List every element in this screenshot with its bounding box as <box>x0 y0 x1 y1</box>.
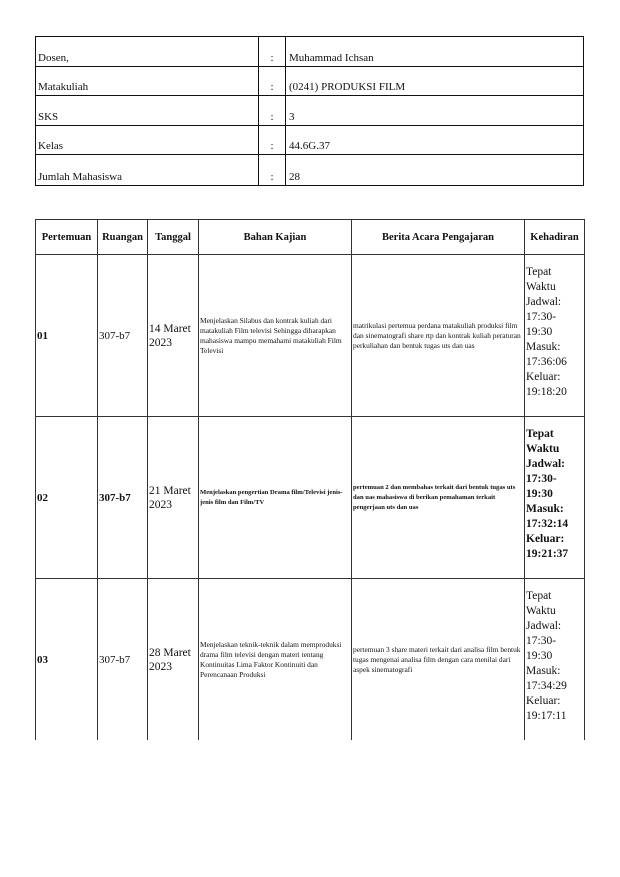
kehadiran-line: Masuk: <box>526 503 564 515</box>
kehadiran-line: Masuk: <box>526 341 561 353</box>
kehadiran-line: 19:18:20 <box>526 386 567 398</box>
kehadiran-line: Tepat <box>526 428 554 440</box>
kehadiran-line: Tepat <box>526 590 552 602</box>
kehadiran-line: Keluar: <box>526 695 561 707</box>
kehadiran-line: Keluar: <box>526 533 565 545</box>
kehadiran-line: 19:30 <box>526 326 553 338</box>
info-row-sks <box>36 96 583 126</box>
pertemuan-cell: 01 <box>36 255 98 417</box>
header-berita-acara: Berita Acara Pengajaran <box>352 220 525 255</box>
kehadiran-line: Jadwal: <box>526 296 562 308</box>
ruangan-cell: 307-b7 <box>98 417 148 579</box>
bahan-kajian-cell: Menjelaskan Silabus dan kontrak kuliah dari matakuliah Film televisi Sehingga diharapkan mahasiswa mampu memahami matakuliah Film Televisi <box>199 255 352 417</box>
kehadiran-line: 17:34:29 <box>526 680 567 692</box>
kehadiran-line: Masuk: <box>526 665 561 677</box>
info-value: (0241) PRODUKSI FILM <box>289 81 406 94</box>
info-value: 3 <box>289 110 295 123</box>
ruangan-cell: 307-b7 <box>98 255 148 417</box>
info-row-dosen <box>36 37 583 67</box>
header-tanggal: Tanggal <box>148 220 199 255</box>
info-row-kelas <box>36 126 583 156</box>
kehadiran-line: 19:21:37 <box>526 548 569 560</box>
kehadiran-line: 19:17:11 <box>526 710 567 722</box>
kehadiran-line: 17:30- <box>526 473 557 485</box>
meeting-schedule-table <box>35 219 585 740</box>
header-kehadiran: Kehadiran <box>525 220 585 255</box>
kehadiran-line: 17:32:14 <box>526 518 569 530</box>
tanggal-cell: 28 Maret 2023 <box>148 579 199 741</box>
info-separator: : <box>259 96 286 125</box>
header-pertemuan: Pertemuan <box>36 220 98 255</box>
info-label: SKS <box>36 96 259 125</box>
pertemuan-cell: 03 <box>36 579 98 741</box>
info-separator: : <box>259 37 286 66</box>
ruangan-cell: 307-b7 <box>98 579 148 741</box>
berita-acara-cell: matrikulasi pertemua perdana matakuliah produksi film dan sinematografi share rtp dan kontrak kuliah peraturan perkuliahan dan bentuk tugas uts dan uas <box>352 255 525 417</box>
info-value: 44.6G.37 <box>289 140 330 153</box>
info-label: Matakuliah <box>36 67 259 96</box>
table-row <box>36 417 585 579</box>
kehadiran-line: Waktu <box>526 281 556 293</box>
kehadiran-line: Jadwal: <box>526 458 565 470</box>
bahan-kajian-cell: Menjelaskan teknik-teknik dalam memproduksi drama film televisi dengan materi tentang Kontinuitas Lima Faktor Kontinuiti dan Perencanaan Produksi <box>199 579 352 741</box>
info-value: 28 <box>289 170 300 183</box>
berita-acara-cell: pertemuan 2 dan membahas terkait dari bentuk tugas uts dan uas mahasiswa di berikan pemahaman terkait pengerjaan uts dan uas <box>352 417 525 579</box>
kehadiran-line: 19:30 <box>526 488 553 500</box>
header-bahan-kajian: Bahan Kajian <box>199 220 352 255</box>
info-separator: : <box>259 67 286 96</box>
info-separator: : <box>259 126 286 155</box>
bahan-kajian-cell: Menjelaskan pengertian Drama film/Televisi jenis-jenis film dan Film/TV <box>199 417 352 579</box>
table-row <box>36 255 585 417</box>
kehadiran-line: 19:30 <box>526 650 553 662</box>
kehadiran-cell <box>525 417 585 579</box>
header-ruangan: Ruangan <box>98 220 148 255</box>
info-label: Kelas <box>36 126 259 155</box>
kehadiran-line: Keluar: <box>526 371 561 383</box>
table-header-row <box>36 220 585 255</box>
tanggal-cell: 21 Maret 2023 <box>148 417 199 579</box>
info-label: Jumlah Mahasiswa <box>36 155 259 185</box>
info-row-matakuliah <box>36 67 583 97</box>
kehadiran-line: 17:30- <box>526 635 557 647</box>
kehadiran-cell <box>525 579 585 741</box>
info-row-jumlah-mahasiswa <box>36 155 583 185</box>
kehadiran-line: Waktu <box>526 605 556 617</box>
table-row <box>36 579 585 741</box>
kehadiran-line: Waktu <box>526 443 560 455</box>
tanggal-cell: 14 Maret 2023 <box>148 255 199 417</box>
berita-acara-cell: pertemuan 3 share materi terkait dari analisa film bentuk tugas mengenai analisa film dengan cara menilai dari aspek sinematografi <box>352 579 525 741</box>
pertemuan-cell: 02 <box>36 417 98 579</box>
kehadiran-line: 17:36:06 <box>526 356 567 368</box>
info-label: Dosen, <box>36 37 259 66</box>
kehadiran-cell <box>525 255 585 417</box>
kehadiran-line: Jadwal: <box>526 620 562 632</box>
course-info-table <box>35 36 584 186</box>
kehadiran-line: 17:30- <box>526 311 557 323</box>
kehadiran-line: Tepat <box>526 266 552 278</box>
info-value: Muhammad Ichsan <box>289 51 374 64</box>
info-separator: : <box>259 155 286 185</box>
